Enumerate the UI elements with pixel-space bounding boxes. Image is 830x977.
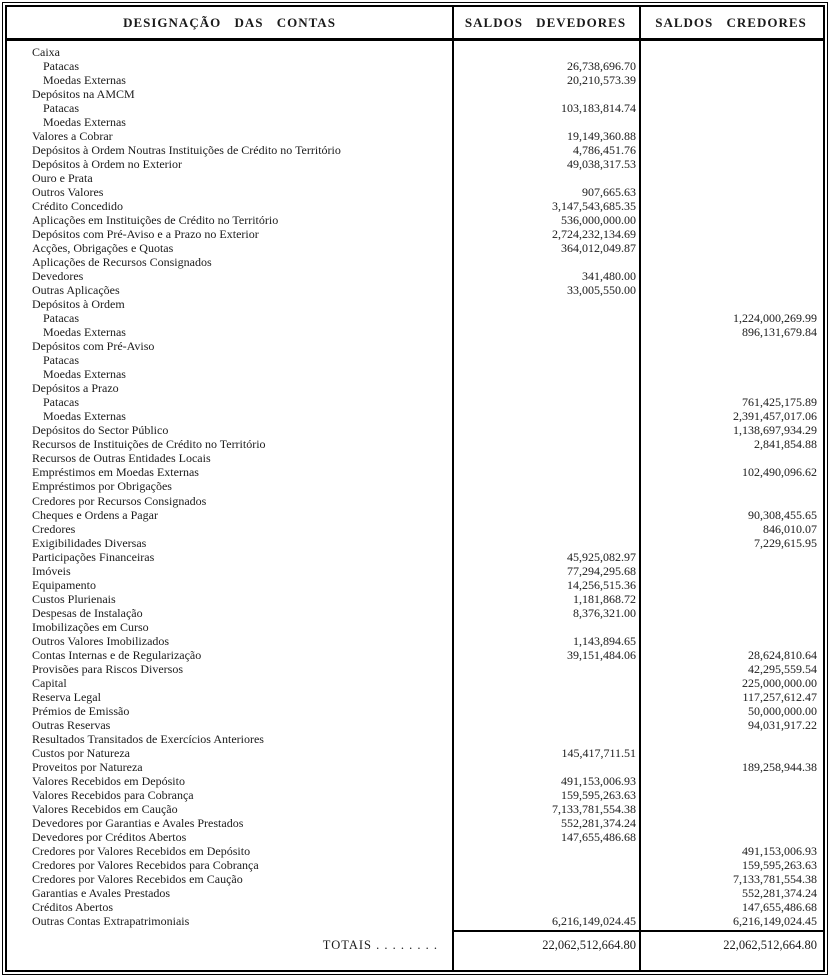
credit-value: 189,258,944.38 xyxy=(742,759,817,774)
table-row xyxy=(7,213,823,227)
debit-value: 14,256,515.36 xyxy=(567,577,636,592)
debit-value: 45,925,082.97 xyxy=(567,549,636,564)
account-label: Depósitos a Prazo xyxy=(32,381,119,396)
account-label: Recursos de Instituições de Crédito no Território xyxy=(32,437,266,452)
debit-value: 341,480.00 xyxy=(582,269,636,284)
debit-value xyxy=(452,297,639,311)
table-row xyxy=(7,465,823,479)
debit-value: 103,183,814.74 xyxy=(561,101,636,116)
account-label: Créditos Abertos xyxy=(32,899,113,914)
debit-value xyxy=(452,381,639,395)
account-label: Participações Financeiras xyxy=(32,549,155,564)
debit-value: 2,724,232,134.69 xyxy=(552,227,636,242)
debit-value xyxy=(452,87,639,101)
account-label: Crédito Concedido xyxy=(32,199,123,214)
debit-value xyxy=(452,844,639,858)
credit-value xyxy=(639,550,823,564)
account-label: Garantias e Avales Prestados xyxy=(32,885,171,900)
table-row xyxy=(7,283,823,297)
account-label: Despesas de Instalação xyxy=(32,605,143,620)
credit-value: 896,131,679.84 xyxy=(742,325,817,340)
credit-value xyxy=(639,381,823,395)
table-row xyxy=(7,718,823,732)
debit-value xyxy=(452,353,639,367)
debit-value: 147,655,486.68 xyxy=(561,829,636,844)
account-label: Credores xyxy=(32,521,76,536)
debit-value: 19,149,360.88 xyxy=(567,129,636,144)
credit-value xyxy=(639,788,823,802)
account-label: Custos Plurienais xyxy=(32,591,116,606)
credit-value xyxy=(639,199,823,213)
table-row xyxy=(7,157,823,171)
debit-value xyxy=(452,690,639,704)
table-row xyxy=(7,550,823,564)
totals-debit-value: 22,062,512,664.80 xyxy=(542,937,636,952)
credit-value xyxy=(639,73,823,87)
table-row xyxy=(7,227,823,241)
debit-value xyxy=(452,536,639,550)
credit-value: 1,138,697,934.29 xyxy=(733,423,817,438)
account-label: Contas Internas e de Regularização xyxy=(32,647,202,662)
table-row xyxy=(7,45,823,59)
credit-value: 761,425,175.89 xyxy=(742,395,817,410)
debit-value: 1,181,868.72 xyxy=(573,591,636,606)
credit-value: 117,257,612.47 xyxy=(742,689,817,704)
debit-value: 3,147,543,685.35 xyxy=(552,199,636,214)
debit-value xyxy=(452,662,639,676)
credit-value: 2,391,457,017.06 xyxy=(733,409,817,424)
credit-value: 102,490,096.62 xyxy=(742,465,817,480)
credit-value xyxy=(639,606,823,620)
credit-value xyxy=(639,578,823,592)
credit-value: 552,281,374.24 xyxy=(742,885,817,900)
totals-credit-value: 22,062,512,664.80 xyxy=(723,937,817,952)
credit-value xyxy=(639,746,823,760)
account-label: Aplicações de Recursos Consignados xyxy=(32,255,212,270)
table-row xyxy=(7,592,823,606)
table-row xyxy=(7,578,823,592)
debit-value: 6,216,149,024.45 xyxy=(552,913,636,928)
column-divider-debit-credit xyxy=(639,7,641,970)
debit-value: 1,143,894.65 xyxy=(573,633,636,648)
account-label: Custos por Natureza xyxy=(32,745,130,760)
credit-value: 2,841,854.88 xyxy=(754,437,817,452)
account-label: Depósitos à Ordem Noutras Instituições de Crédito no Território xyxy=(32,143,341,158)
debit-value xyxy=(452,900,639,914)
table-row xyxy=(7,479,823,493)
account-label: Resultados Transitados de Exercícios Anteriores xyxy=(32,731,264,746)
account-label: Aplicações em Instituições de Crédito no Território xyxy=(32,213,279,228)
table-row xyxy=(7,620,823,634)
credit-value xyxy=(639,143,823,157)
credit-value xyxy=(639,339,823,353)
totals-label: TOTAIS . . . . . . . . xyxy=(322,937,438,952)
account-label: Valores Recebidos para Cobrança xyxy=(32,787,194,802)
table-row xyxy=(7,508,823,522)
table-row xyxy=(7,73,823,87)
table-row xyxy=(7,129,823,143)
table-row xyxy=(7,816,823,830)
table-row xyxy=(7,87,823,101)
account-label: Empréstimos por Obrigações xyxy=(32,479,172,494)
credit-value: 225,000,000.00 xyxy=(742,675,817,690)
table-row xyxy=(7,774,823,788)
table-row xyxy=(7,451,823,465)
credit-value xyxy=(639,227,823,241)
table-outer-border xyxy=(2,2,828,975)
table-row xyxy=(7,255,823,269)
debit-value xyxy=(452,760,639,774)
debit-value: 364,012,049.87 xyxy=(561,241,636,256)
account-label: Moedas Externas xyxy=(43,73,126,88)
account-label: Depósitos do Sector Público xyxy=(32,423,169,438)
account-label: Imóveis xyxy=(32,563,71,578)
account-label: Moedas Externas xyxy=(43,325,126,340)
account-label: Credores por Recursos Consignados xyxy=(32,493,207,508)
credit-value xyxy=(639,185,823,199)
debit-value xyxy=(452,409,639,423)
table-row xyxy=(7,59,823,73)
credit-value: 147,655,486.68 xyxy=(742,899,817,914)
debit-value xyxy=(452,423,639,437)
account-label: Patacas xyxy=(43,353,79,368)
debit-value xyxy=(452,255,639,269)
table-row xyxy=(7,690,823,704)
debit-value xyxy=(452,465,639,479)
account-label: Outras Contas Extrapatrimoniais xyxy=(32,913,190,928)
table-row xyxy=(7,858,823,872)
account-label: Moedas Externas xyxy=(43,367,126,382)
account-label: Imobilizações em Curso xyxy=(32,619,149,634)
credit-value xyxy=(639,297,823,311)
credit-value xyxy=(639,353,823,367)
credit-value xyxy=(639,101,823,115)
credit-value xyxy=(639,87,823,101)
credit-value: 94,031,917.22 xyxy=(748,717,817,732)
debit-value xyxy=(452,718,639,732)
account-label: Proveitos por Natureza xyxy=(32,759,143,774)
account-label: Ouro e Prata xyxy=(32,171,93,186)
debit-value xyxy=(452,437,639,451)
credit-value xyxy=(639,213,823,227)
credit-value xyxy=(639,269,823,283)
credit-value: 7,133,781,554.38 xyxy=(733,871,817,886)
credit-value xyxy=(639,241,823,255)
table-row xyxy=(7,297,823,311)
account-label: Valores a Cobrar xyxy=(32,129,113,144)
table-row xyxy=(7,564,823,578)
credit-value xyxy=(639,732,823,746)
debit-value: 7,133,781,554.38 xyxy=(552,801,636,816)
table-row xyxy=(7,886,823,900)
debit-value: 907,665.63 xyxy=(582,185,636,200)
credit-value: 7,229,615.95 xyxy=(754,535,817,550)
debit-value: 552,281,374.24 xyxy=(561,815,636,830)
debit-value: 20,210,573.39 xyxy=(567,73,636,88)
account-label: Depósitos à Ordem no Exterior xyxy=(32,157,182,172)
credit-value: 50,000,000.00 xyxy=(748,703,817,718)
table-row xyxy=(7,676,823,690)
account-label: Valores Recebidos em Caução xyxy=(32,801,178,816)
table-row xyxy=(7,395,823,409)
debit-value xyxy=(452,451,639,465)
table-row xyxy=(7,367,823,381)
debit-value xyxy=(452,732,639,746)
credit-value xyxy=(639,592,823,606)
credit-value xyxy=(639,479,823,493)
debit-value xyxy=(452,620,639,634)
account-label: Outras Reservas xyxy=(32,717,111,732)
table-row xyxy=(7,115,823,129)
header-credit-balances: SALDOS CREDORES xyxy=(655,14,807,30)
credit-value: 846,010.07 xyxy=(763,521,817,536)
account-label: Capital xyxy=(32,675,67,690)
totals-row xyxy=(7,930,823,960)
table-row xyxy=(7,381,823,395)
table-row xyxy=(7,423,823,437)
debit-value: 26,738,696.70 xyxy=(567,59,636,74)
account-label: Recursos de Outras Entidades Locais xyxy=(32,451,211,466)
account-label: Equipamento xyxy=(32,577,96,592)
table-row xyxy=(7,872,823,886)
credit-value xyxy=(639,634,823,648)
table-row xyxy=(7,844,823,858)
debit-value xyxy=(452,171,639,185)
debit-value xyxy=(452,311,639,325)
credit-value: 90,308,455.65 xyxy=(748,507,817,522)
credit-value xyxy=(639,802,823,816)
table-row xyxy=(7,339,823,353)
account-label: Devedores por Créditos Abertos xyxy=(32,829,187,844)
account-label: Moedas Externas xyxy=(43,115,126,130)
account-label: Patacas xyxy=(43,59,79,74)
table-row xyxy=(7,746,823,760)
debit-value: 33,005,550.00 xyxy=(567,283,636,298)
account-label: Moedas Externas xyxy=(43,409,126,424)
credit-value: 6,216,149,024.45 xyxy=(733,913,817,928)
balance-sheet-table xyxy=(5,5,825,972)
debit-value xyxy=(452,479,639,493)
table-row xyxy=(7,522,823,536)
account-label: Patacas xyxy=(43,101,79,116)
credit-value xyxy=(639,59,823,73)
debit-value xyxy=(452,704,639,718)
credit-value xyxy=(639,283,823,297)
account-label: Depósitos com Pré-Aviso e a Prazo no Exterior xyxy=(32,227,259,242)
account-label: Empréstimos em Moedas Externas xyxy=(32,465,199,480)
table-row xyxy=(7,914,823,928)
account-label: Reserva Legal xyxy=(32,689,101,704)
credit-value xyxy=(639,494,823,508)
table-row xyxy=(7,788,823,802)
debit-value xyxy=(452,367,639,381)
account-label: Outras Aplicações xyxy=(32,283,120,298)
table-row xyxy=(7,101,823,115)
account-label: Cheques e Ordens a Pagar xyxy=(32,507,158,522)
account-label: Devedores por Garantias e Avales Prestados xyxy=(32,815,244,830)
account-label: Depósitos à Ordem xyxy=(32,297,125,312)
account-label: Credores por Valores Recebidos para Cobrança xyxy=(32,857,259,872)
header-debit-balances: SALDOS DEVEDORES xyxy=(464,14,627,30)
debit-value xyxy=(452,522,639,536)
account-label: Caixa xyxy=(32,45,60,59)
debit-value: 145,417,711.51 xyxy=(561,745,636,760)
credit-value xyxy=(639,129,823,143)
account-label: Outros Valores xyxy=(32,185,104,200)
table-row xyxy=(7,634,823,648)
credit-value: 28,624,810.64 xyxy=(748,647,817,662)
debit-value: 159,595,263.63 xyxy=(561,787,636,802)
debit-value xyxy=(452,494,639,508)
debit-value: 491,153,006.93 xyxy=(561,773,636,788)
table-header-row xyxy=(7,7,823,41)
credit-value xyxy=(639,451,823,465)
table-row xyxy=(7,760,823,774)
debit-value: 536,000,000.00 xyxy=(561,213,636,228)
table-body xyxy=(7,41,823,930)
debit-value xyxy=(452,886,639,900)
account-label: Devedores xyxy=(32,269,84,284)
account-label: Patacas xyxy=(43,395,79,410)
table-row xyxy=(7,704,823,718)
table-row xyxy=(7,830,823,844)
debit-value xyxy=(452,45,639,59)
debit-value xyxy=(452,339,639,353)
debit-value: 4,786,451.76 xyxy=(573,143,636,158)
table-row xyxy=(7,732,823,746)
credit-value: 159,595,263.63 xyxy=(742,857,817,872)
credit-value xyxy=(639,774,823,788)
table-row xyxy=(7,900,823,914)
credit-value xyxy=(639,45,823,59)
table-row xyxy=(7,269,823,283)
credit-value xyxy=(639,115,823,129)
account-label: Exigibilidades Diversas xyxy=(32,535,147,550)
debit-value xyxy=(452,395,639,409)
column-divider-designation-debit xyxy=(452,7,454,970)
table-row xyxy=(7,353,823,367)
table-row xyxy=(7,802,823,816)
credit-value xyxy=(639,816,823,830)
debit-value: 77,294,295.68 xyxy=(567,563,636,578)
credit-value xyxy=(639,171,823,185)
account-label: Depósitos com Pré-Aviso xyxy=(32,339,155,354)
table-row xyxy=(7,241,823,255)
table-row xyxy=(7,437,823,451)
debit-value xyxy=(452,115,639,129)
table-row xyxy=(7,606,823,620)
account-label: Prémios de Emissão xyxy=(32,703,130,718)
debit-value xyxy=(452,508,639,522)
credit-value: 1,224,000,269.99 xyxy=(733,311,817,326)
credit-value xyxy=(639,157,823,171)
debit-value: 39,151,484.06 xyxy=(567,647,636,662)
header-designation: DESIGNAÇÃO DAS CONTAS xyxy=(123,14,336,30)
account-label: Credores por Valores Recebidos em Caução xyxy=(32,871,243,886)
table-row xyxy=(7,494,823,508)
credit-value xyxy=(639,830,823,844)
table-row xyxy=(7,185,823,199)
totals-separator-line xyxy=(452,930,823,932)
debit-value: 8,376,321.00 xyxy=(573,605,636,620)
credit-value xyxy=(639,620,823,634)
account-label: Depósitos na AMCM xyxy=(32,87,135,102)
account-label: Outros Valores Imobilizados xyxy=(32,633,170,648)
debit-value xyxy=(452,325,639,339)
account-label: Acções, Obrigações e Quotas xyxy=(32,241,174,256)
table-row xyxy=(7,648,823,662)
table-row xyxy=(7,171,823,185)
account-label: Provisões para Riscos Diversos xyxy=(32,661,183,676)
account-label: Credores por Valores Recebidos em Depósito xyxy=(32,843,251,858)
table-row xyxy=(7,536,823,550)
table-row xyxy=(7,311,823,325)
table-row xyxy=(7,662,823,676)
credit-value xyxy=(639,255,823,269)
account-label: Patacas xyxy=(43,311,79,326)
table-row xyxy=(7,325,823,339)
account-label: Valores Recebidos em Depósito xyxy=(32,773,185,788)
credit-value: 491,153,006.93 xyxy=(742,843,817,858)
credit-value: 42,295,559.54 xyxy=(748,661,817,676)
credit-value xyxy=(639,564,823,578)
debit-value xyxy=(452,858,639,872)
debit-value xyxy=(452,872,639,886)
table-row xyxy=(7,199,823,213)
table-row xyxy=(7,143,823,157)
debit-value xyxy=(452,676,639,690)
table-row xyxy=(7,409,823,423)
debit-value: 49,038,317.53 xyxy=(567,157,636,172)
credit-value xyxy=(639,367,823,381)
